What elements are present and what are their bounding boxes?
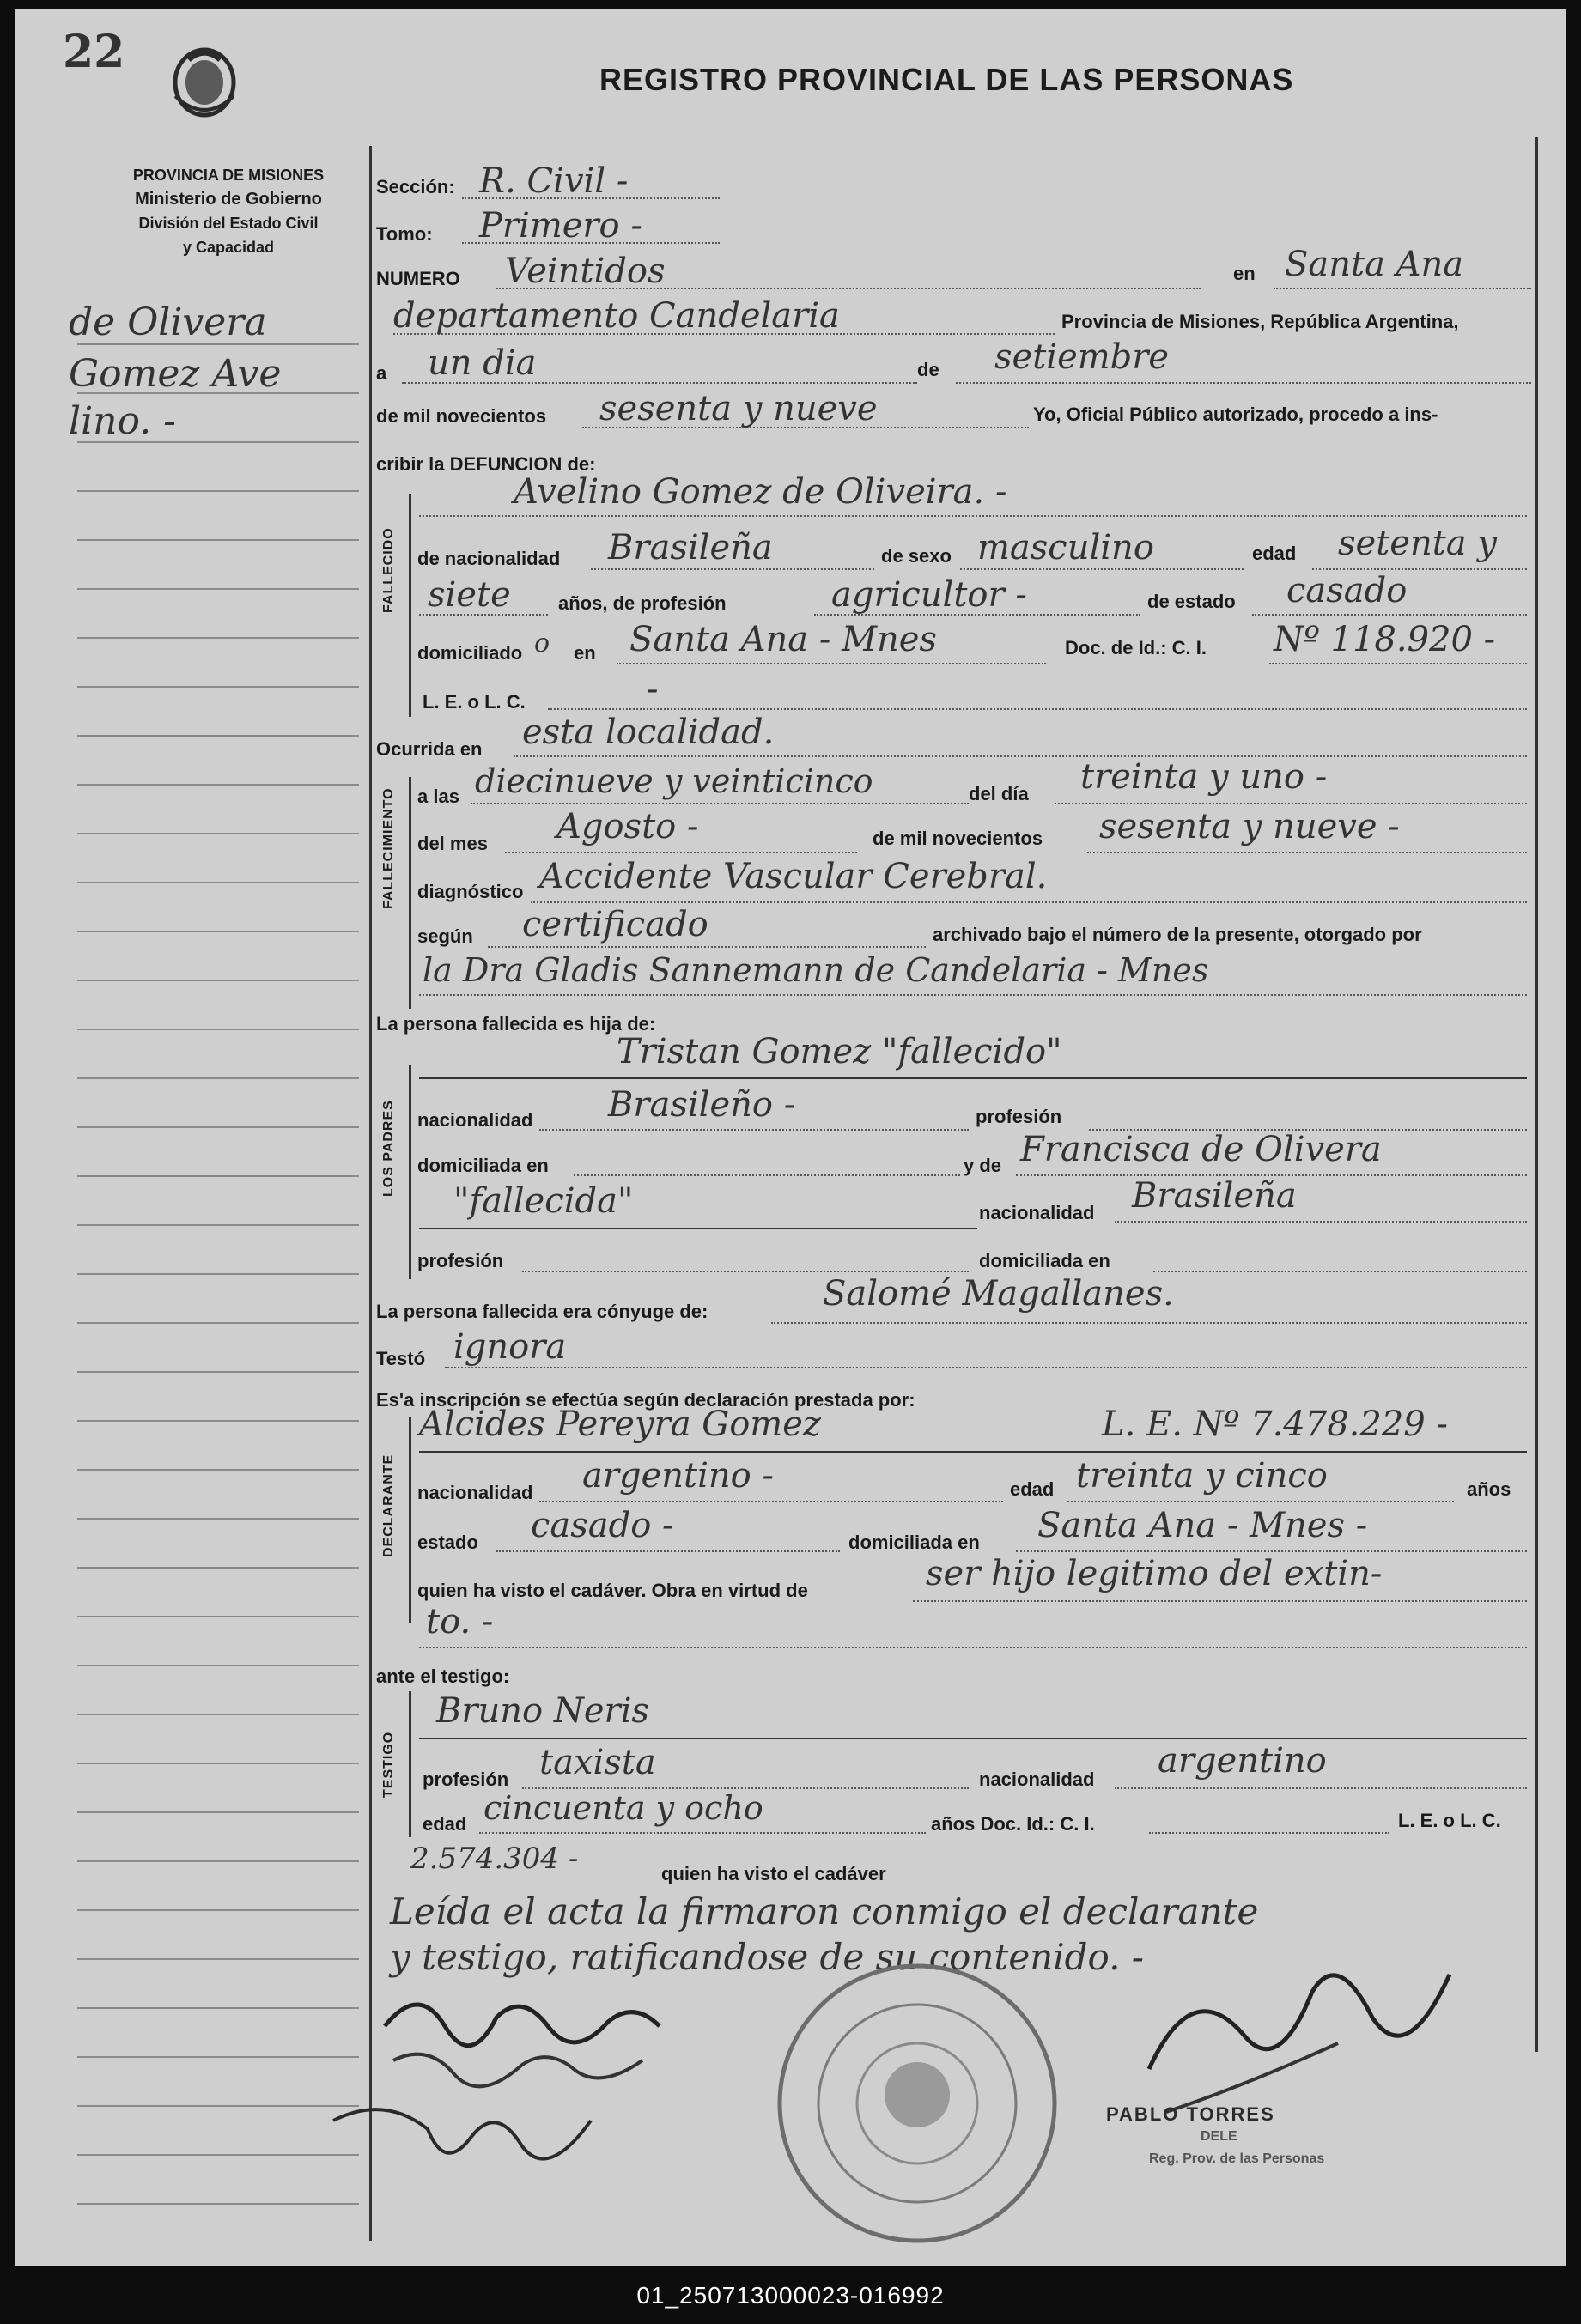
cierre-line-1: Leída el acta la firmaron conmigo el declarante	[390, 1890, 1259, 1933]
en-label-2: en	[574, 642, 596, 664]
profesion-value: agricultor -	[831, 575, 1027, 615]
margin-rule	[77, 2105, 359, 2107]
margin-rule	[77, 1175, 359, 1177]
declarante-value: Alcides Pereyra Gomez	[419, 1405, 821, 1444]
le-lc-label: L. E. o L. C.	[423, 691, 526, 713]
testigo-edad-label: edad	[423, 1813, 467, 1835]
margin-note-line: Gomez Ave	[69, 352, 282, 396]
margin-rule	[77, 1909, 359, 1911]
dia-value: un dia	[428, 343, 537, 383]
declarante-domiciliada-label: domiciliada en	[848, 1532, 980, 1553]
signature-oficial	[1115, 1940, 1475, 2172]
edad-value-1: setenta y	[1338, 524, 1497, 563]
conyuge-value: Salomé Magallanes.	[823, 1274, 1174, 1314]
declarante-domicilio-value: Santa Ana - Mnes -	[1037, 1506, 1368, 1545]
testigo-profesion-label: profesión	[423, 1769, 509, 1790]
mes-muerte-value: Agosto -	[556, 807, 699, 846]
madre-value: Francisca de Olivera	[1020, 1130, 1382, 1169]
margin-rule	[77, 1665, 359, 1666]
stamp-line-2: DELE	[1201, 2129, 1237, 2144]
signature-declarante	[325, 1975, 771, 2189]
declarante-nacionalidad-label: nacionalidad	[417, 1482, 533, 1503]
testigo-le-label: L. E. o L. C.	[1398, 1810, 1501, 1831]
hija-de-label: La persona fallecida es hija de:	[376, 1013, 656, 1035]
margin-rule	[77, 1567, 359, 1569]
declarante-estado-label: estado	[417, 1532, 478, 1553]
inscripcion-label: Es'a inscripción se efectúa según declaración prestada por:	[376, 1389, 915, 1411]
numero-value: Veintidos	[505, 252, 666, 291]
doc-label: Doc. de Id.: C. I.	[1065, 637, 1207, 658]
declarante-visto-label: quien ha visto el cadáver. Obra en virtud de	[417, 1580, 808, 1601]
testigo-doc-value: 2.574.304 -	[410, 1842, 579, 1876]
margin-rule	[77, 882, 359, 883]
declarante-anos-label: años	[1467, 1478, 1511, 1500]
document-page	[15, 9, 1566, 2266]
margin-rule	[77, 490, 359, 492]
margin-rule	[77, 588, 359, 590]
edad-label: edad	[1252, 543, 1297, 564]
sexo-label: de sexo	[881, 545, 952, 567]
dia-muerte-value: treinta y uno -	[1080, 757, 1328, 797]
testigo-profesion-value: taxista	[539, 1743, 656, 1782]
padre-value: Tristan Gomez "fallecido"	[617, 1032, 1062, 1071]
official-seal	[763, 1949, 1072, 2258]
sexo-value: masculino	[977, 528, 1154, 567]
stamp-line-3: Reg. Prov. de las Personas	[1149, 2151, 1325, 2166]
diagnostico-value: Accidente Vascular Cerebral.	[539, 857, 1048, 896]
testigo-value: Bruno Neris	[436, 1691, 649, 1731]
margin-rule	[77, 686, 359, 688]
margin-rule	[77, 1077, 359, 1079]
margin-note-line: lino. -	[69, 399, 177, 443]
testigo-anos-label: años Doc. Id.: C. I.	[931, 1813, 1095, 1835]
margin-rule	[77, 2203, 359, 2205]
anio-muerte-value: sesenta y nueve -	[1099, 807, 1400, 846]
de-mil-label-2: de mil novecientos	[873, 828, 1043, 849]
margin-rule	[77, 1420, 359, 1422]
margin-rule	[77, 1322, 359, 1324]
nacionalidad-label: de nacionalidad	[417, 548, 561, 569]
doc-value: Nº 118.920 -	[1274, 620, 1496, 659]
margin-rule	[77, 784, 359, 786]
margin-rule	[77, 2056, 359, 2058]
ante-testigo-label: ante el testigo:	[376, 1666, 510, 1687]
margin-rule	[77, 980, 359, 981]
margin-rule	[77, 1469, 359, 1471]
agency-line: y Capacidad	[182, 239, 275, 256]
page-title: REGISTRO PROVINCIAL DE LAS PERSONAS	[599, 62, 1294, 97]
edad-value-2: siete	[428, 575, 511, 615]
section-testigo: TESTIGO	[381, 1731, 396, 1798]
hora-value: diecinueve y veinticinco	[475, 762, 873, 800]
padre-nacionalidad-label: nacionalidad	[417, 1109, 533, 1131]
margin-rule	[77, 637, 359, 639]
segun-value: certificado	[522, 905, 708, 944]
agency-line: Ministerio de Gobierno	[135, 190, 322, 209]
inscribir-label: cribir la DEFUNCION de:	[376, 453, 596, 475]
margin-note-line: de Olivera	[69, 300, 267, 344]
tomo-value: Primero -	[479, 206, 642, 246]
margin-rule	[77, 1029, 359, 1030]
margin-rule	[77, 1763, 359, 1764]
en-label: en	[1233, 263, 1256, 284]
del-dia-label: del día	[969, 783, 1029, 804]
de-mil-label: de mil novecientos	[376, 405, 547, 427]
section-fallecido: FALLECIDO	[381, 527, 396, 613]
declarante-edad-value: treinta y cinco	[1076, 1456, 1328, 1496]
section-declarante: DECLARANTE	[381, 1453, 396, 1557]
margin-rule	[77, 2007, 359, 2009]
padre-nacionalidad-value: Brasileño -	[608, 1085, 796, 1125]
seccion-label: Sección:	[376, 176, 455, 197]
testigo-visto-label: quien ha visto el cadáver	[661, 1863, 886, 1884]
anio-value: sesenta y nueve	[599, 389, 878, 428]
tomo-label: Tomo:	[376, 223, 433, 245]
provincia-label: Provincia de Misiones, República Argentina,	[1061, 311, 1459, 332]
numero-label: NUMERO	[376, 268, 460, 289]
declarante-edad-label: edad	[1010, 1478, 1055, 1500]
estado-value: casado	[1286, 571, 1408, 610]
madre-profesion-label: profesión	[417, 1250, 504, 1271]
testigo-nacionalidad-label: nacionalidad	[979, 1769, 1095, 1790]
margin-rule	[77, 1224, 359, 1226]
madre-nacionalidad-label: nacionalidad	[979, 1202, 1095, 1223]
ocurrida-label: Ocurrida en	[376, 738, 483, 760]
le-lc-value: -	[647, 670, 659, 709]
anos-profesion-label: años, de profesión	[558, 592, 727, 614]
margin-rule	[77, 1958, 359, 1960]
del-mes-label: del mes	[417, 833, 488, 854]
right-border	[1535, 137, 1538, 2052]
section-padres: LOS PADRES	[381, 1100, 396, 1197]
a-las-label: a las	[417, 786, 459, 807]
coat-of-arms-icon	[163, 45, 246, 118]
ocurrida-value: esta localidad.	[522, 713, 775, 752]
departamento-value: departamento Candelaria	[393, 296, 840, 336]
mes-value: setiembre	[994, 337, 1170, 377]
image-caption: 01_250713000023-016992	[636, 2282, 945, 2309]
agency-line: PROVINCIA DE MISIONES	[132, 167, 325, 184]
testo-value: ignora	[453, 1327, 567, 1367]
en-value: Santa Ana	[1285, 245, 1464, 284]
margin-rule	[77, 539, 359, 541]
a-label: a	[376, 362, 387, 384]
margin-rule	[77, 1860, 359, 1862]
margin-rule	[77, 833, 359, 834]
declarante-doc-value: L. E. Nº 7.478.229 -	[1102, 1405, 1448, 1444]
margin-rule	[77, 1811, 359, 1813]
margin-rule	[77, 1616, 359, 1617]
declarante-nacionalidad-value: argentino -	[582, 1456, 774, 1496]
declarante-estado-value: casado -	[531, 1506, 674, 1545]
domiciliado-label: domiciliado	[417, 642, 523, 664]
margin-rule	[77, 735, 359, 737]
agency-block	[86, 163, 371, 259]
agency-line: División del Estado Civil	[138, 215, 319, 232]
padre-profesion-label: profesión	[976, 1106, 1062, 1127]
margin-rule	[77, 1371, 359, 1373]
padre-domiciliada-label: domiciliada en	[417, 1155, 549, 1176]
madre-nacionalidad-value: Brasileña	[1132, 1176, 1297, 1216]
nacionalidad-value: Brasileña	[608, 528, 773, 567]
diagnostico-label: diagnóstico	[417, 881, 524, 902]
segun-label: según	[417, 925, 473, 947]
archivado-label: archivado bajo el número de la presente, otorgado por	[933, 924, 1422, 945]
y-de-label: y de	[964, 1155, 1002, 1176]
seccion-value: R. Civil -	[479, 161, 629, 201]
de-label: de	[917, 359, 939, 380]
nombre-value: Avelino Gomez de Oliveira. -	[514, 472, 1007, 512]
margin-divider	[369, 146, 372, 2241]
declarante-virtud-value-2: to. -	[426, 1602, 494, 1641]
margin-rule	[77, 1518, 359, 1520]
madre-estado-value: "fallecida"	[453, 1181, 634, 1221]
margin-rule	[77, 1714, 359, 1715]
medico-value: la Dra Gladis Sannemann de Candelaria - Mnes	[423, 951, 1209, 989]
testigo-edad-value: cincuenta y ocho	[483, 1789, 763, 1827]
madre-domiciliada-label: domiciliada en	[979, 1250, 1110, 1271]
stamp-name: PABLO TORRES	[1106, 2103, 1275, 2125]
cierre-line-2: y testigo, ratificandose de su contenido. -	[390, 1936, 1144, 1978]
estado-label: de estado	[1147, 591, 1236, 612]
domicilio-value: Santa Ana - Mnes	[629, 620, 938, 659]
margin-rule	[77, 2154, 359, 2156]
conyuge-label: La persona fallecida era cónyuge de:	[376, 1301, 708, 1322]
testigo-nacionalidad-value: argentino	[1158, 1741, 1327, 1781]
folio-number: 22	[63, 26, 125, 78]
declarante-virtud-value-1: ser hijo legitimo del extin-	[926, 1554, 1383, 1593]
domiciliado-value: o	[534, 628, 550, 658]
testo-label: Testó	[376, 1348, 426, 1369]
oficial-label: Yo, Oficial Público autorizado, procedo a ins-	[1033, 404, 1438, 425]
section-fallecimiento: FALLECIMIENTO	[381, 787, 396, 909]
margin-rule	[77, 1126, 359, 1128]
margin-rule	[77, 931, 359, 932]
margin-rule	[77, 1273, 359, 1275]
